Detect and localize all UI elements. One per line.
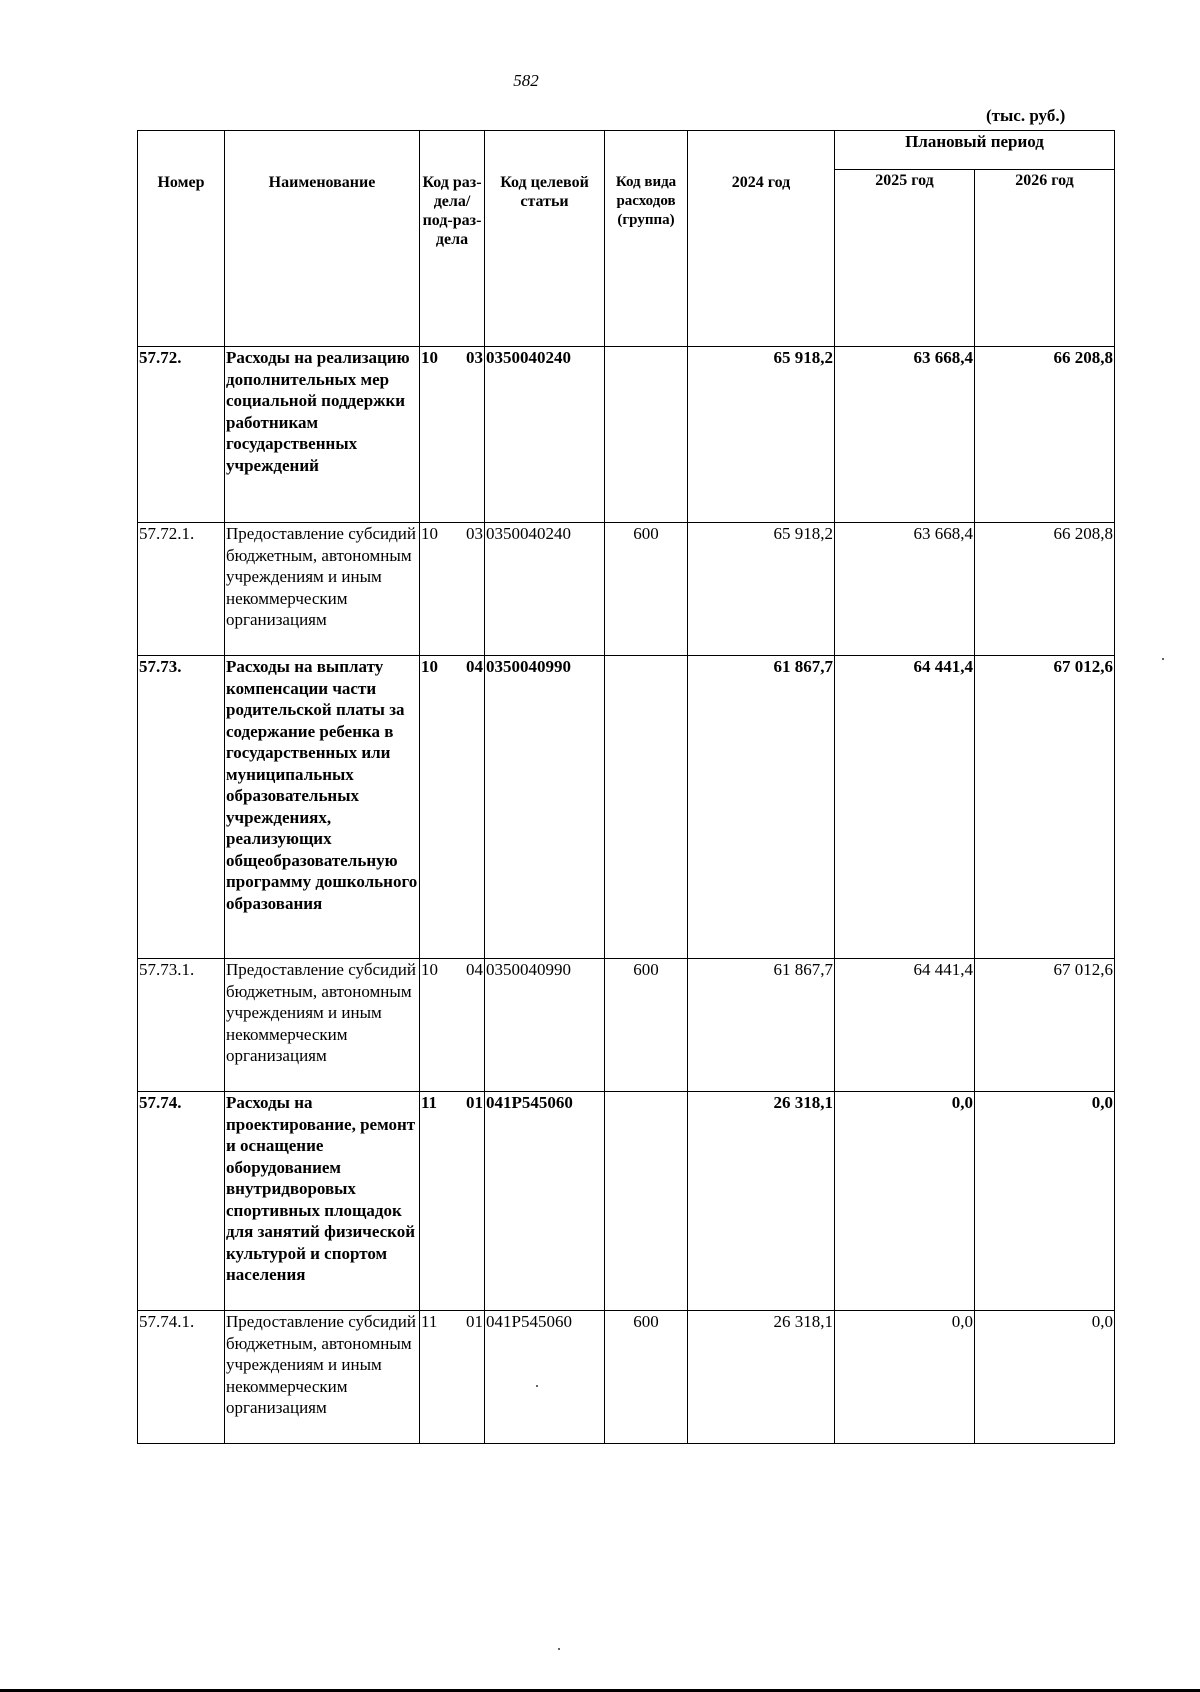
row-razdel-code: 10 <box>421 960 438 979</box>
table-row <box>138 656 1115 959</box>
table-row <box>138 959 1115 1092</box>
row-razdel <box>420 523 485 656</box>
row-amount-2025: 64 441,4 <box>835 656 975 959</box>
row-vid-code <box>605 1092 688 1311</box>
row-target-code: 0350040240 <box>485 347 605 523</box>
scan-speck <box>1162 658 1164 660</box>
header-razdel: Код раз-дела/ под-раз-дела <box>420 131 485 347</box>
row-target-code: 0350040990 <box>485 656 605 959</box>
table-row <box>138 347 1115 523</box>
row-vid-code <box>605 347 688 523</box>
row-target-code: 041P545060 <box>485 1311 605 1444</box>
row-name: Предоставление субсидий бюджетным, автономным учреждениям и иным некоммерческим организациям <box>225 523 420 656</box>
header-planned-period: Плановый период <box>835 131 1115 170</box>
header-2025: 2025 год <box>835 170 975 347</box>
row-vid-code: 600 <box>605 959 688 1092</box>
row-razdel-code: 11 <box>421 1312 438 1331</box>
row-target-code: 041P545060 <box>485 1092 605 1311</box>
header-target: Код целевой статьи <box>485 131 605 347</box>
row-vid-code <box>605 656 688 959</box>
row-amount-2026: 67 012,6 <box>975 656 1115 959</box>
row-target-code: 0350040990 <box>485 959 605 1092</box>
row-amount-2025: 63 668,4 <box>835 523 975 656</box>
row-razdel <box>420 959 485 1092</box>
row-podrazdel-code: 04 <box>466 960 483 979</box>
row-podrazdel-code: 01 <box>466 1312 483 1331</box>
row-name: Предоставление субсидий бюджетным, автономным учреждениям и иным некоммерческим организациям <box>225 959 420 1092</box>
row-number: 57.74.1. <box>138 1311 225 1444</box>
row-razdel <box>420 1311 485 1444</box>
row-razdel-code: 10 <box>421 524 438 543</box>
budget-table <box>137 130 1115 1444</box>
row-amount-2026: 0,0 <box>975 1092 1115 1311</box>
header-2024: 2024 год <box>688 131 835 347</box>
row-amount-2024: 65 918,2 <box>688 523 835 656</box>
row-razdel <box>420 347 485 523</box>
table-row <box>138 1092 1115 1311</box>
row-number: 57.74. <box>138 1092 225 1311</box>
row-razdel <box>420 1092 485 1311</box>
scan-speck <box>536 1385 538 1387</box>
row-amount-2024: 61 867,7 <box>688 959 835 1092</box>
row-name: Расходы на выплату компенсации части родительской платы за содержание ребенка в государственных или муниципальных образовательных учреждениях, реализующих общеобразовательную программу дошкольного образования <box>225 656 420 959</box>
row-number: 57.73.1. <box>138 959 225 1092</box>
row-amount-2026: 0,0 <box>975 1311 1115 1444</box>
row-amount-2025: 64 441,4 <box>835 959 975 1092</box>
row-podrazdel-code: 04 <box>466 657 483 676</box>
row-target-code: 0350040240 <box>485 523 605 656</box>
row-amount-2024: 26 318,1 <box>688 1311 835 1444</box>
row-podrazdel-code: 01 <box>466 1093 483 1112</box>
row-razdel-code: 10 <box>421 348 438 367</box>
row-number: 57.72. <box>138 347 225 523</box>
row-podrazdel-code: 03 <box>466 524 483 543</box>
row-razdel-code: 11 <box>421 1093 438 1112</box>
row-amount-2025: 0,0 <box>835 1311 975 1444</box>
table-row <box>138 523 1115 656</box>
page-number: 582 <box>513 71 539 90</box>
row-number: 57.73. <box>138 656 225 959</box>
row-number: 57.72.1. <box>138 523 225 656</box>
row-razdel <box>420 656 485 959</box>
row-vid-code: 600 <box>605 523 688 656</box>
table-row <box>138 1311 1115 1444</box>
header-name: Наименование <box>225 131 420 347</box>
header-2026: 2026 год <box>975 170 1115 347</box>
row-amount-2026: 66 208,8 <box>975 347 1115 523</box>
row-vid-code: 600 <box>605 1311 688 1444</box>
row-amount-2025: 63 668,4 <box>835 347 975 523</box>
header-vid: Код вида расходов (группа) <box>605 131 688 347</box>
row-amount-2024: 65 918,2 <box>688 347 835 523</box>
row-razdel-code: 10 <box>421 657 438 676</box>
row-amount-2026: 66 208,8 <box>975 523 1115 656</box>
row-amount-2025: 0,0 <box>835 1092 975 1311</box>
row-amount-2024: 26 318,1 <box>688 1092 835 1311</box>
row-name: Расходы на реализацию дополнительных мер социальной поддержки работникам государственных учреждений <box>225 347 420 523</box>
row-podrazdel-code: 03 <box>466 348 483 367</box>
row-name: Предоставление субсидий бюджетным, автономным учреждениям и иным некоммерческим организациям <box>225 1311 420 1444</box>
row-amount-2024: 61 867,7 <box>688 656 835 959</box>
header-number: Номер <box>138 131 225 347</box>
row-name: Расходы на проектирование, ремонт и оснащение оборудованием внутридворовых спортивных площадок для занятий физической культурой и спортом населения <box>225 1092 420 1311</box>
units-label: (тыс. руб.) <box>986 106 1066 125</box>
row-amount-2026: 67 012,6 <box>975 959 1115 1092</box>
scan-speck <box>558 1648 560 1650</box>
